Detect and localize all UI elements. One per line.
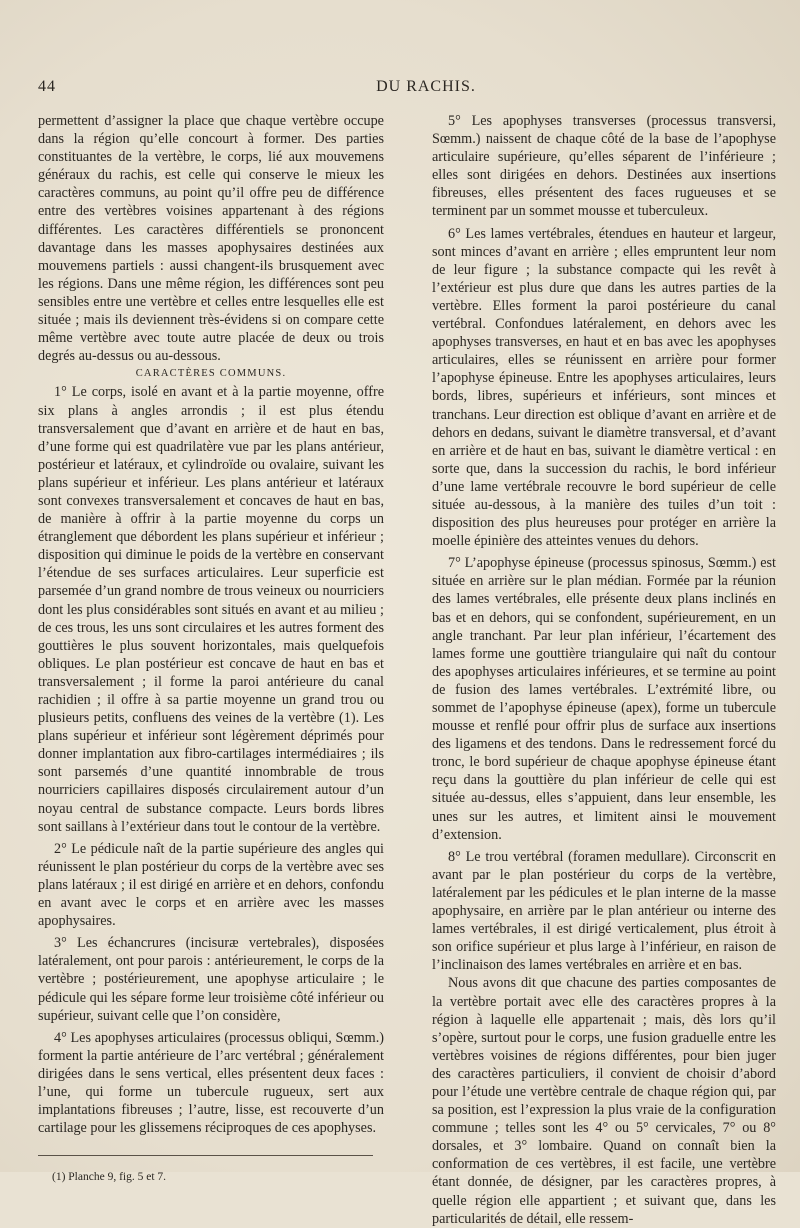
paragraph: 1° Le corps, isolé en avant et à la partie moyenne, offre six plans à angles arrondis ; il est plus étendu transversalement que d’avant en arrière et de haut en bas, d’une forme qui est quadrilatère vue par les plans antérieur, postérieur et latéraux, et cylindroïde ou ovalaire, suivant les plans supérieur et inférieur. Les plans antérieur et latéraux sont convexes transversalement et concaves de haut en bas, de manière à offrir à la partie moyenne du corps un étranglement que débordent les plans supérieur et inférieur ; disposition qui diminue le poids de la vertèbre en conservant l’étendue de ses surfaces articulaires. Leur superficie est parsemée d’un grand nombre de trous veineux ou nourriciers dont les plus considérables sont situés en avant et au milieu ; de ces trous, les uns sont circulaires et les autres forment des gouttières le plus souvent horizontales, mais quelquefois obliques. Le plan postérieur est concave de haut en bas et transversalement ; il forme la paroi antérieure du canal rachidien ; il offre à sa partie moyenne un grand trou ou plusieurs petits, confluens des veines de la vertèbre (1). Les plans supérieur et inférieur sont légèrement déprimés pour donner implantation aux fibro-cartilages intermédiaires ; ils sont parsemés d’une quantité innombrable de trous nourriciers capillaires disposés circulairement autour d’un noyau central de substance compacte. Leurs bords libres sont saillans à l’extérieur dans tout le contour de la vertèbre. [38,384,384,835]
paragraph: 8° Le trou vertébral (foramen medullare). Circonscrit en avant par le plan postérieur du corps de la vertèbre, latéralement par les pédicules et le plan interne de la masse apophysaire, en arrière par le plan antérieur ou interne des lames vertébrales, il est dirigé verticalement, plus étroit à son orifice supérieur et plus large à l’inférieur, en raison de l’inclinaison des lames vertébrales en arrière et en bas. [432,848,776,974]
paragraph: 4° Les apophyses articulaires (processus obliqui, Sœmm.) forment la partie antérieure de l’arc vertébral ; généralement dirigées dans le sens vertical, elles présentent deux faces : l’une, qui forme un tubercule rugueux, sert aux implantations fibreuses ; l’autre, lisse, est recouverte d’un cartilage pour les glissemens réciproques de ces apophyses. [38,1029,384,1137]
paragraph: 5° Les apophyses transverses (processus transversi, Sœmm.) naissent de chaque côté de la base de l’apophyse articulaire supérieure, qu’elles séparent de l’inférieure ; elles sont dirigées en dehors. Destinées aux insertions fibreuses, elles présentent des faces rugueuses et se terminent par un sommet mousse et tuberculeux. [432,113,776,220]
paragraph: 6° Les lames vertébrales, étendues en hauteur et largeur, sont minces d’avant en arrière ; elles empruntent leur nom de leur figure ; la substance compacte qui les revêt à l’extérieur est plus dure que dans les autres parties de la vertèbre. Elles forment la paroi postérieure du canal vertébral. Confondues latéralement, en dehors avec les apophyses transverses, en haut et en bas avec les apophyses articulaires, elles se réunissent en arrière pour former l’apophyse épineuse. Entre les apophyses articulaires, leurs bords, libres, supérieurs et inférieurs, sont minces et tranchans. Leur direction est oblique d’avant en arrière et de dehors en dedans, suivant le diamètre transversal, et d’avant en arrière et de haut en bas, suivant le diamètre vertical : en sorte que, dans la succession du rachis, le bord inférieur d’une lame vertébrale recouvre le bord supérieur de celle située au-dessous, à la manière des tuiles d’un toit : disposition des plus heureuses pour protéger en arrière la moelle épinière des atteintes venues du dehors. [432,225,776,550]
running-title: DU RACHIS. [376,78,476,95]
section-heading: CARACTÈRES COMMUNS. [135,368,287,380]
paragraph: 2° Le pédicule naît de la partie supérieure des angles qui réunissent le plan postérieur du corps de la vertèbre avec ses plans latéraux ; il est dirigé en arrière et en dehors, confondu en avant avec le corps et en arrière avec les masses apophysaires. [38,840,384,930]
right-column [432,112,776,1228]
paragraph: Nous avons dit que chacune des parties composantes de la vertèbre portait avec elle des caractères propres à la région à laquelle elle appartenait ; mais, dès lors qu’il s’opère, surtout pour le corps, une fusion graduelle entre les vertèbres voisines de régions différentes, pour bien juger des caractères particuliers, il convient de choisir d’abord pour l’étude une vertèbre centrale de chaque région qui, par sa position, est l’expression la plus vraie de la configuration commune ; telles sont les 4° ou 5° cervicales, 7° ou 8° dorsales, et 3° lombaire. Quand on connaît bien la conformation de ces vertèbres, il est facile, une vertèbre étant donnée, de désigner, par les caractères propres, à quelle région elle appartient ; et suivant que, dans les particularités de détail, elle ressem- [432,975,776,1227]
running-header [38,78,774,100]
paragraph: permettent d’assigner la place que chaque vertèbre occupe dans la région qu’elle concourt à former. Des parties constituantes de la vertèbre, le corps, lié aux mouvemens généraux du rachis, est celle qui conserve le mieux les caractères communs, au point qu’il offre peu de différence entre des vertèbres voisines appartenant à des régions différentes. Les caractères différentiels se prononcent davantage dans les masses apophysaires destinées aux mouvemens partiels : aussi changent-ils brusquement avec les régions. Dans une même région, les différences sont peu sensibles entre une vertèbre et celles entre lesquelles elle est située ; mais ils deviennent très-évidens si on compare cette même vertèbre avec toute autre placée de deux ou trois degrés au-dessus ou au-dessous. [38,113,384,365]
paragraph: 3° Les échancrures (incisuræ vertebrales), disposées latéralement, ont pour parois : antérieurement, le corps de la vertèbre ; postérieurement, une apophyse articulaire ; le pédicule qui les sépare forme leur troisième côté inférieur ou supérieur, suivant celle que l’on considère, [38,935,384,1024]
page-number: 44 [38,78,56,95]
footnote: (1) Planche 9, fig. 5 et 7. [52,1171,167,1184]
footnote-rule [38,1155,373,1156]
left-column [38,112,384,1186]
paragraph: 7° L’apophyse épineuse (processus spinosus, Sœmm.) est située en arrière sur le plan médian. Formée par la réunion des lames vertébrales, elle présente deux plans inclinés en bas et en dehors, qui se confondent, supérieurement, en un angle tranchant. Par leur plan inférieur, l’écartement des lames forme une gouttière triangulaire qui naît du contour des apophyses articulaires inférieures, et se termine au point de fusion des lames vertébrales. L’extrémité libre, ou sommet de l’apophyse épineuse (apex), forme un tubercule mousse et renflé pour offrir plus de surface aux insertions des ligamens et des tendons. Dans le redressement forcé du tronc, le bord supérieur de chaque apophyse épineuse étant reçu dans la gouttière du plan inférieur de celle qui est située au-dessus, elles s’appuient, dans leur ensemble, les unes sur les autres, et limitent ainsi le mouvement d’extension. [432,555,776,843]
